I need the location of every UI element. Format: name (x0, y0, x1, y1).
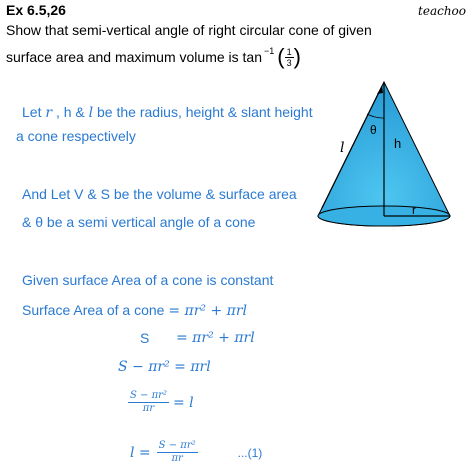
surface-area-line: Surface Area of a cone = πr² + πrl (22, 302, 248, 319)
question-line-1: Show that semi-vertical angle of right circular cone of given (6, 22, 372, 38)
fraction-numerator: 1 (286, 46, 292, 57)
s-minus-equation: S − πr² = πrl (118, 359, 211, 375)
s-equation: = πr² + πrl (176, 330, 255, 346)
question-line-2 (6, 46, 301, 68)
one-third-fraction: ( $\frac{1}{3}$ ) (277, 44, 301, 69)
label-r: r (412, 203, 416, 217)
label-theta: θ (370, 123, 377, 137)
question-line-2-text: surface area and maximum volume is tan (6, 49, 262, 65)
exercise-title: Ex 6.5,26 (6, 2, 66, 18)
inverse-superscript: −1 (264, 46, 275, 56)
label-h: h (394, 136, 402, 151)
and-line-2: & θ be a semi vertical angle of a cone (22, 214, 256, 230)
fraction-denominator: 3 (286, 57, 292, 68)
teachoo-logo: teachoo (418, 4, 466, 18)
given-line: Given surface Area of a cone is constant (22, 272, 274, 288)
cone-diagram (300, 78, 474, 238)
let-line-1: Let r , h & l be the radius, height & slant height (22, 104, 313, 121)
fraction: $\frac{\text{S − πr²}}{\pi r}$ (130, 390, 167, 414)
label-l: l (340, 140, 345, 156)
l-fraction: $\frac{\text{S − πr²}}{\pi r}$ (158, 440, 196, 464)
fraction-equals-l: $\frac{\text{S − πr²}}{\pi r}$ = l (130, 390, 194, 414)
slant-arrow-head (377, 86, 383, 94)
let-line-2: a cone respectively (16, 128, 136, 144)
l-equation: l = $\frac{\text{S − πr²}}{\pi r}$ ...(1) (130, 440, 263, 464)
s-label: S (140, 330, 150, 346)
equation-reference: ...(1) (237, 445, 263, 460)
and-line-1: And Let V & S be the volume & surface area (22, 186, 297, 202)
